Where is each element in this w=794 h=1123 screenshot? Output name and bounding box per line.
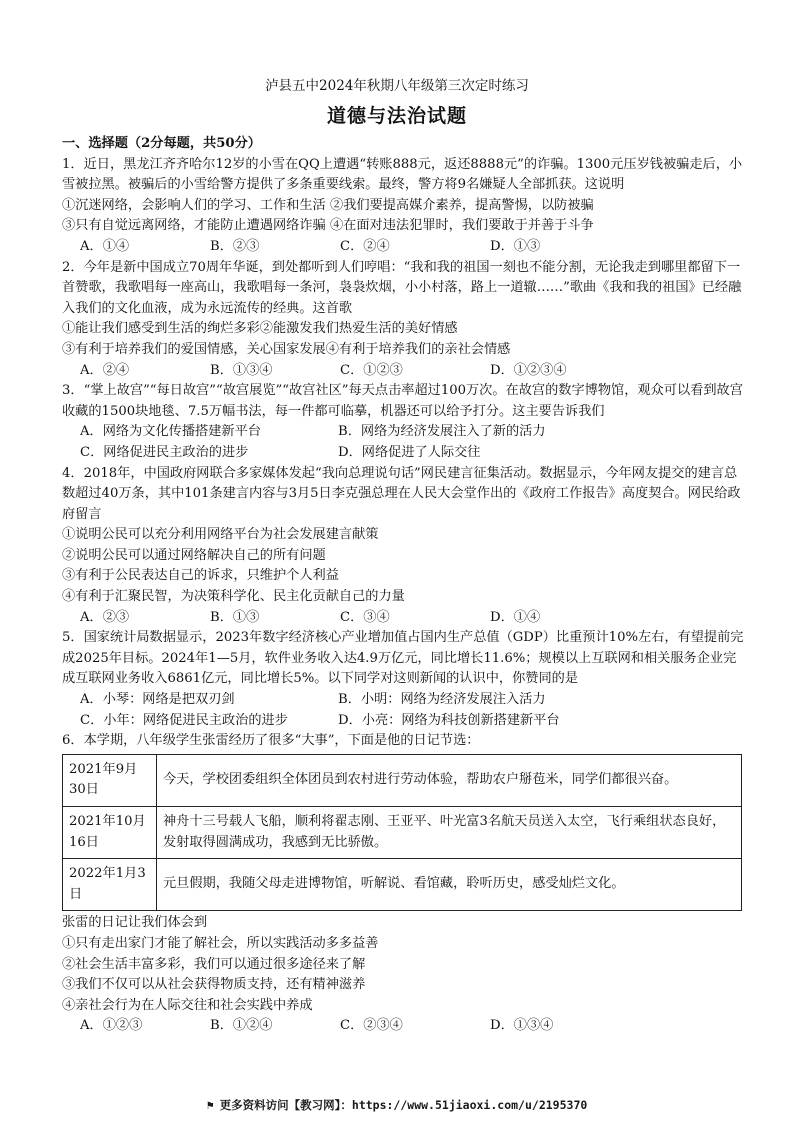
question-stem: 1．近日，黑龙江齐齐哈尔12岁的小雪在QQ上遭遇“转账888元，返还8888元”的诈骗。1300元压岁钱被骗走后，小雪被拉黑。被骗后的小雪给警方提供了多条重要线索。最终，警方将9名嫌疑人全部抓获。这说明	[62, 156, 743, 193]
option-c[interactable]: C．网络促进民主政治的进步	[80, 444, 249, 460]
statement: ②社会生活丰富多彩，我们可以通过很多途径来了解	[62, 956, 366, 972]
question-1	[62, 155, 744, 258]
answer-options	[62, 422, 744, 463]
table-row	[63, 807, 742, 859]
statement: ①说明公民可以充分利用网络平台为社会发展建言献策	[62, 527, 379, 543]
section-heading: 一、选择题（2分每题，共50分）	[62, 136, 261, 151]
table-row	[63, 754, 742, 806]
option-d[interactable]: D．①④	[490, 609, 541, 625]
option-d[interactable]: D．①③④	[490, 1018, 554, 1034]
diary-text: 今天，学校团委组织全体团员到农村进行劳动体验，帮助农户掰苞米，同学们都很兴奋。	[157, 754, 742, 806]
statement: ③只有自觉远离网络，才能防止遭遇网络诈骗 ④在面对违法犯罪时，我们要敢于并善于斗争	[62, 218, 594, 234]
diary-text: 元旦假期，我随父母走进博物馆，听解说、看馆藏，聆听历史，感受灿烂文化。	[157, 859, 742, 911]
option-d[interactable]: D．①②③④	[490, 362, 567, 378]
option-c[interactable]: C．③④	[340, 609, 390, 625]
option-b[interactable]: B．小明：网络为经济发展注入活力	[338, 692, 546, 708]
answer-options	[62, 690, 744, 731]
option-d[interactable]: D．网络促进了人际交往	[338, 444, 481, 460]
option-c[interactable]: C．①②③	[340, 362, 403, 378]
option-a[interactable]: A．小琴：网络是把双刃剑	[80, 692, 235, 708]
question-stem: 5．国家统计局数据显示，2023年数字经济核心产业增加值占国内生产总值（GDP）比重预计10%左右，有望提前完成2025年目标。2024年1—5月，软件业务收入达4.9万亿元，同比增长11.6%；规模以上互联网和相关服务企业完成互联网业务收入6861亿元，同比增长5%。以下同学对这则新闻的认识中，你赞同的是	[62, 630, 744, 687]
exam-header: 泸县五中2024年秋期八年级第三次定时练习	[265, 78, 529, 94]
option-d[interactable]: D．①③	[490, 238, 541, 254]
statement: ①能让我们感受到生活的绚烂多彩②能激发我们热爱生活的美好情感	[62, 321, 458, 337]
question-content	[62, 134, 744, 1037]
option-a[interactable]: A．②④	[80, 362, 130, 378]
question-stem: 6．本学期，八年级学生张雷经历了很多“大事”，下面是他的日记节选：	[62, 733, 480, 749]
option-a[interactable]: A．①②③	[80, 1018, 143, 1034]
statement: ①只有走出家门才能了解社会，所以实践活动多多益善	[62, 935, 379, 951]
option-b[interactable]: B．①③	[210, 609, 260, 625]
table-row	[63, 859, 742, 911]
answer-options	[62, 361, 744, 382]
question-6	[62, 731, 744, 1037]
option-b[interactable]: B．①②④	[210, 1018, 273, 1034]
diary-date: 2021年9月30日	[63, 754, 157, 806]
question-stem: 2．今年是新中国成立70周年华诞，到处都听到人们哼唱：“我和我的祖国一刻也不能分割，无论我走到哪里都留下一首赞歌，我歌唱每一座高山，我歌唱每一条河，袅袅炊烟，小小村落，路上一道辙……”歌曲《我和我的祖国》已经融入我们的文化血液，成为永远流传的经典。这首歌	[62, 259, 742, 316]
statement: ③我们不仅可以从社会获得物质支持，还有精神滋养	[62, 977, 366, 993]
question-prompt: 张雷的日记让我们体会到	[62, 915, 208, 931]
question-2	[62, 258, 744, 382]
question-5	[62, 628, 744, 731]
option-a[interactable]: A．网络为文化传播搭建新平台	[80, 424, 261, 440]
question-4	[62, 464, 744, 629]
option-c[interactable]: C．②③④	[340, 1018, 403, 1034]
answer-options	[62, 1016, 744, 1037]
statement: ④有利于汇聚民智，为决策科学化、民主化贡献自己的力量	[62, 589, 405, 605]
statement: ③有利于公民表达自己的诉求，只维护个人利益	[62, 568, 339, 584]
diary-text: 神舟十三号载人飞船，顺利将翟志刚、王亚平、叶光富3名航天员送入太空，飞行乘组状态良好，发射取得圆满成功，我感到无比骄傲。	[157, 807, 742, 859]
option-d[interactable]: D．小亮：网络为科技创新搭建新平台	[338, 712, 560, 728]
footer-link[interactable]	[0, 1097, 794, 1113]
statement: ④亲社会行为在人际交往和社会实践中养成	[62, 997, 313, 1013]
statement: ②说明公民可以通过网络解决自己的所有问题	[62, 547, 326, 563]
option-c[interactable]: C．小年：网络促进民主政治的进步	[80, 712, 288, 728]
diary-date: 2021年10月16日	[63, 807, 157, 859]
option-c[interactable]: C．②④	[340, 238, 390, 254]
option-b[interactable]: B．①③④	[210, 362, 273, 378]
option-b[interactable]: B．②③	[210, 238, 260, 254]
question-3	[62, 381, 744, 463]
question-stem: 3．“掌上故宫”“每日故宫”“故宫展览”“故宫社区”每天点击率超过100万次。在故宫的数字博物馆，观众可以看到故宫收藏的1500块地毯、7.5万幅书法，每一件都可临摹，机器还可以给予打分。这主要告诉我们	[62, 383, 743, 419]
exam-title: 道德与法治试题	[326, 105, 467, 127]
flag-icon: ⚑	[206, 1098, 214, 1112]
question-stem: 4．2018年，中国政府网联合多家媒体发起“我向总理说句话”网民建言征集活动。数据显示，今年网友提交的建言总数超过40万条，其中101条建言内容与3月5日李克强总理在人民大会堂作出的《政府工作报告》高度契合。网民给政府留言	[62, 465, 741, 522]
footer-text: 更多资料访问【教习网】：https://www.51jiaoxi.com/u/2195370	[219, 1098, 588, 1112]
option-a[interactable]: A．①④	[80, 238, 130, 254]
answer-options	[62, 608, 744, 629]
statement: ③有利于培养我们的爱国情感，关心国家发展④有利于培养我们的亲社会情感	[62, 341, 511, 357]
option-b[interactable]: B．网络为经济发展注入了新的活力	[338, 424, 546, 440]
answer-options	[62, 237, 744, 258]
option-a[interactable]: A．②③	[80, 609, 130, 625]
statement: ①沉迷网络，会影响人们的学习、工作和生活 ②我们要提高媒介素养，提高警惕，以防被骗	[62, 197, 594, 213]
diary-date: 2022年1月3日	[63, 859, 157, 911]
diary-table	[62, 754, 742, 912]
